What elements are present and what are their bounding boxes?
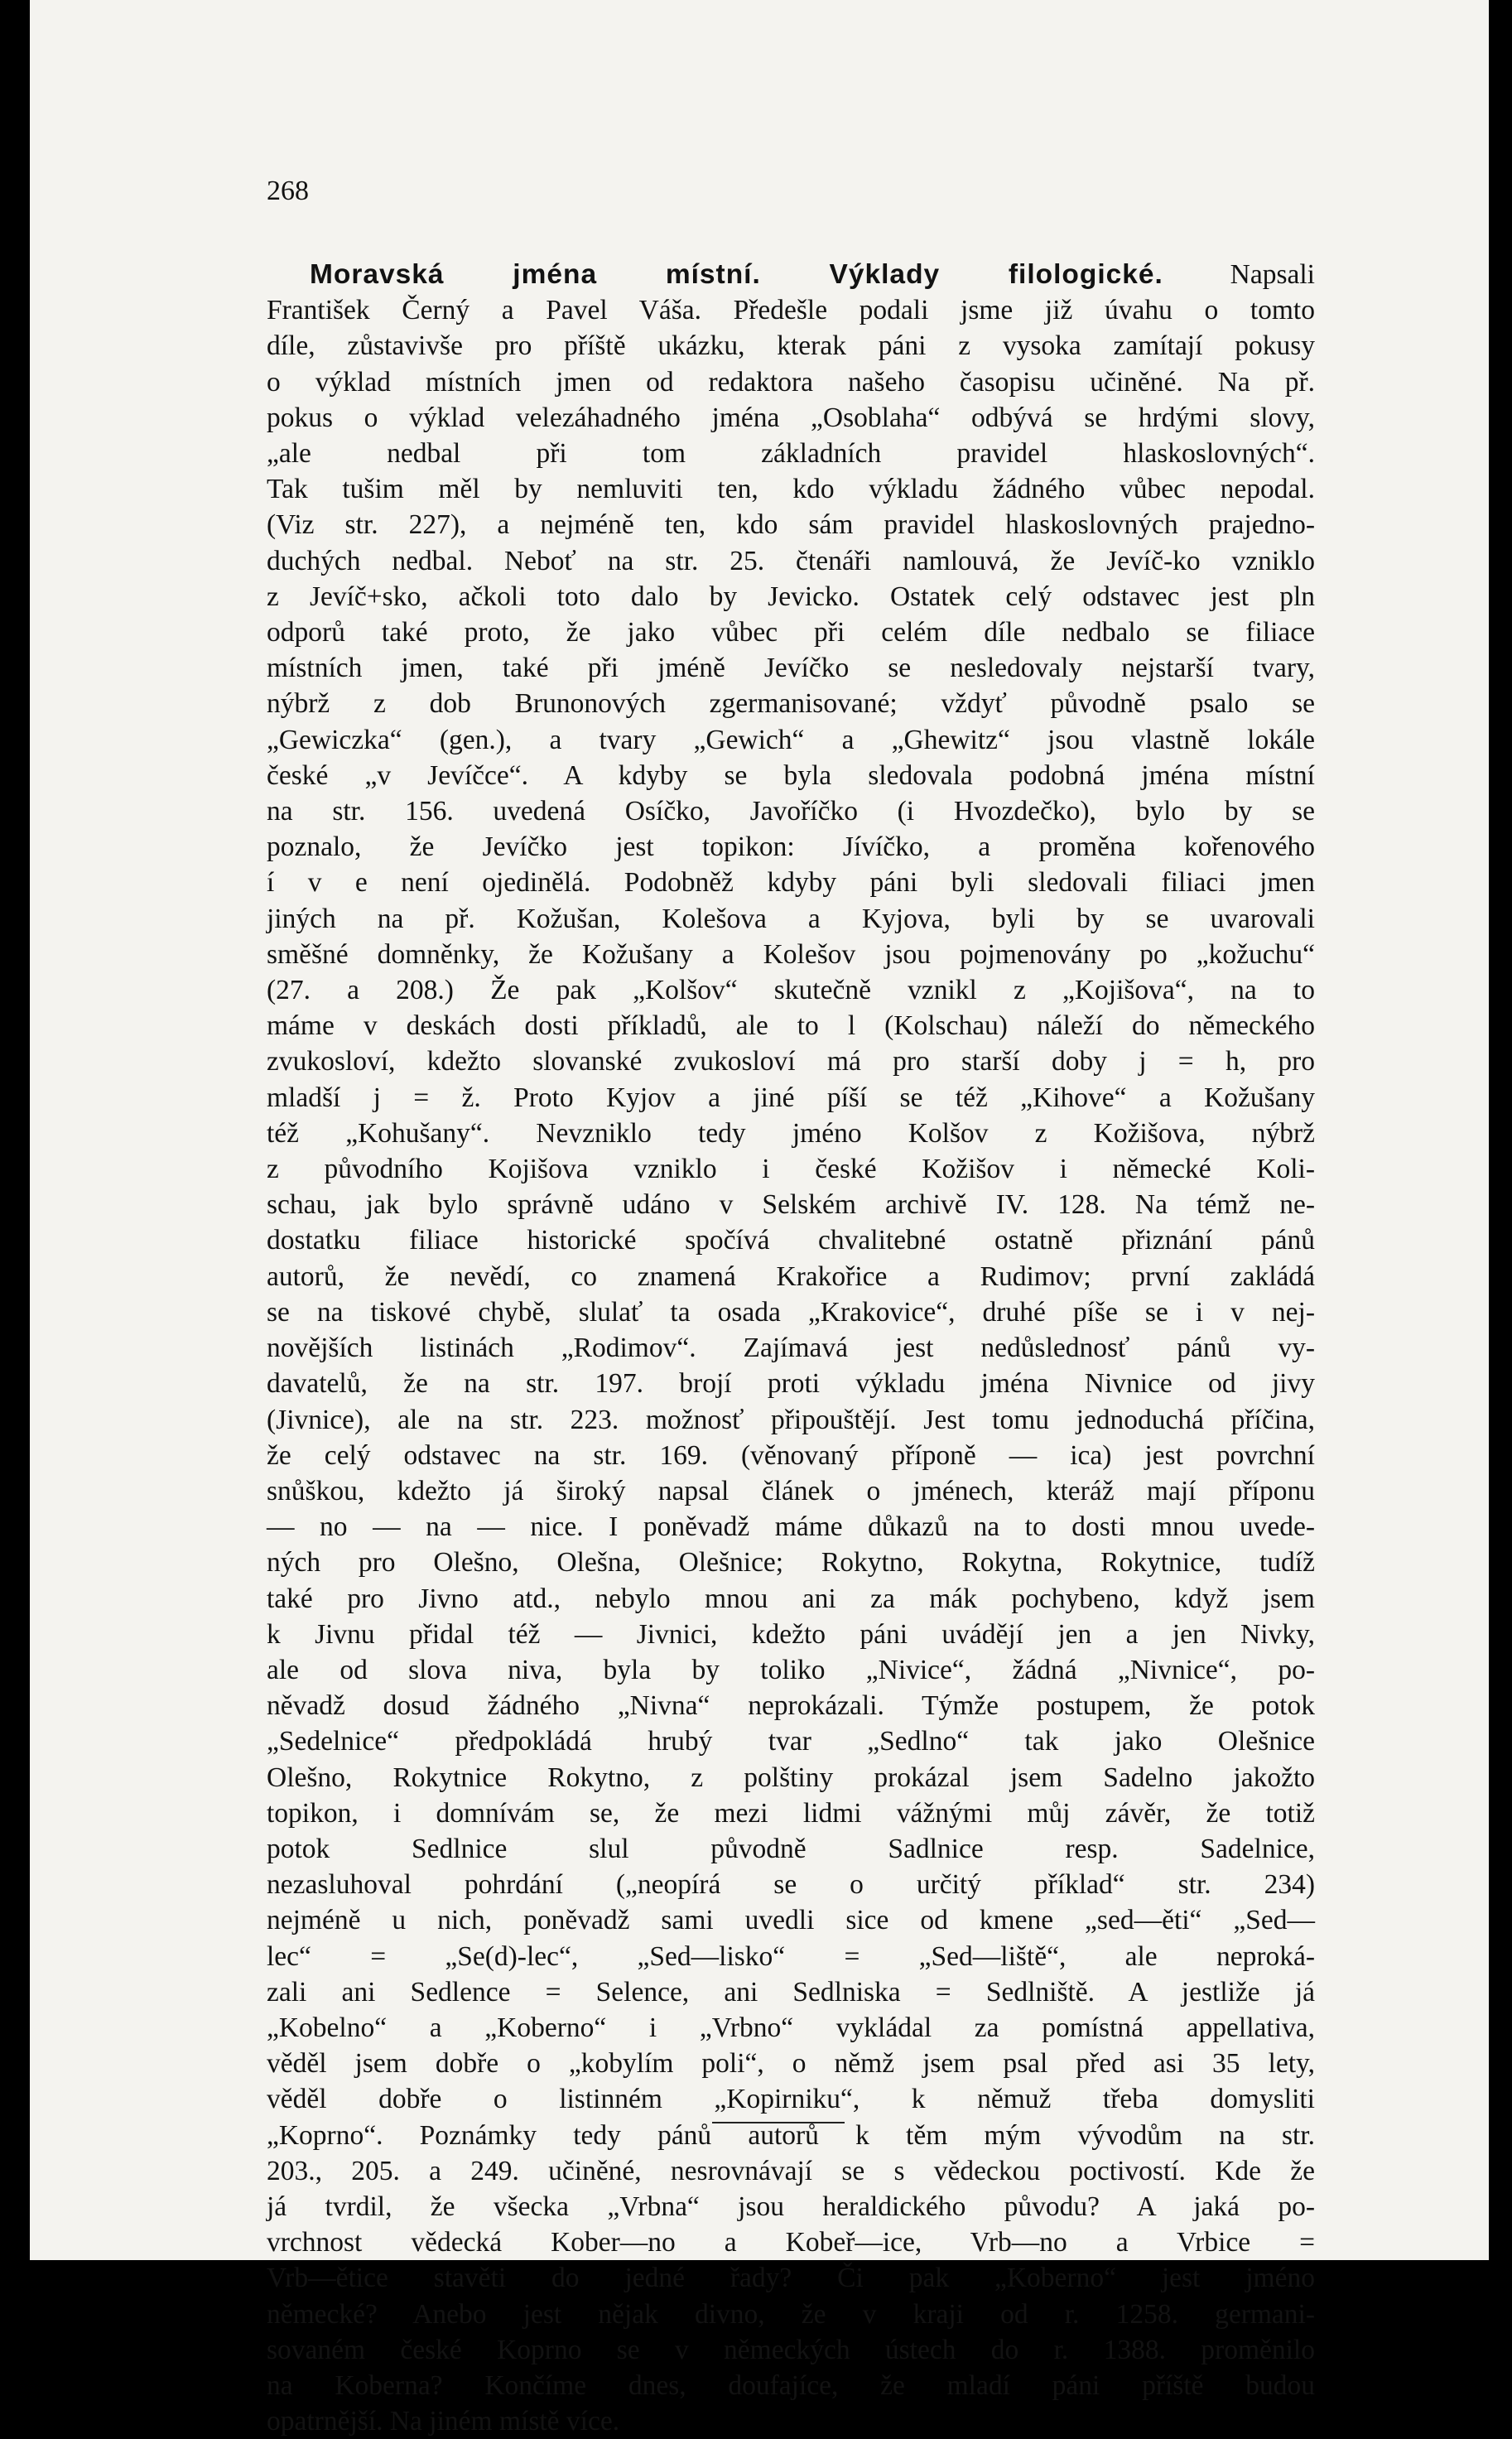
article-heading: Moravská jména místní. Výklady filologické. bbox=[310, 259, 1163, 290]
text-line: Olešno, Rokytnice Rokytno, z polštiny prokázal jsem Sadelno jakožto bbox=[267, 1762, 1315, 1793]
text-line: vrchnost vědecká Kober—no a Kobeř—ice, Vrb—no a Vrbice = bbox=[267, 2227, 1315, 2258]
text-line: ných pro Olešno, Olešna, Olešnice; Rokytno, Rokytna, Rokytnice, tudíž bbox=[267, 1547, 1315, 1579]
text-line: věděl jsem dobře o „kobylím poli“, o němž jsem psal před asi 35 lety, bbox=[267, 2048, 1315, 2080]
text-line: dostatku filiace historické spočívá chvalitebné ostatně přiznání pánů bbox=[267, 1225, 1315, 1256]
text-line: — no — na — nice. I poněvadž máme důkazů na to dosti mnou uvede- bbox=[267, 1511, 1315, 1543]
text-line: pokus o výklad velezáhadného jména „Osoblaha“ odbývá se hrdými slovy, bbox=[267, 402, 1315, 433]
text-line: směšné domněnky, že Kožušany a Kolešov jsou pojmenovány po „kožuchu“ bbox=[267, 938, 1315, 970]
text-line: též „Kohušany“. Nevzniklo tedy jméno Kolšov z Kožišova, nýbrž bbox=[267, 1117, 1315, 1149]
text-line: „Gewiczka“ (gen.), a tvary „Gewich“ a „Ghewitz“ jsou vlastně lokále bbox=[267, 724, 1315, 755]
text-line: německé? Anebo jest nějak divno, že v kraji od r. 1258. germani- bbox=[267, 2298, 1315, 2330]
text-line: (Jivnice), ale na str. 223. možnosť připouštějí. Jest tomu jednoduchá příčina, bbox=[267, 1404, 1315, 1435]
text-line: nezasluhoval pohrdání („neopírá se o určitý příklad“ str. 234) bbox=[267, 1869, 1315, 1901]
text-line: (27. a 208.) Že pak „Kolšov“ skutečně vznikl z „Kojišova“, na to bbox=[267, 975, 1315, 1006]
text-line: odporů také proto, že jako vůbec při celém díle nedbalo se filiace bbox=[267, 617, 1315, 648]
text-line: o výklad místních jmen od redaktora našeho časopisu učiněné. Na př. bbox=[267, 366, 1315, 398]
text-line: 203., 205. a 249. učiněné, nesrovnávají se s vědeckou poctivostí. Kde že bbox=[267, 2155, 1315, 2186]
text-line: duchých nedbal. Neboť na str. 25. čtenáři namlouvá, že Jevíč-ko vzniklo bbox=[267, 545, 1315, 576]
text-line: nýbrž z dob Brunonových zgermanisované; vždyť původně psalo se bbox=[267, 688, 1315, 720]
text-line: na str. 156. uvedená Osíčko, Javoříčko (i Hvozdečko), bylo by se bbox=[267, 796, 1315, 827]
text-line: opatrnější. Na jiném místě více. bbox=[267, 2406, 620, 2437]
text-line: sovaném české Koprno se v německých ústech do r. 1388. proměnilo bbox=[267, 2334, 1315, 2365]
text-line: novějších listinách „Rodimov“. Zajímavá jest nedůslednosť pánů vy- bbox=[267, 1333, 1315, 1364]
page-sheet bbox=[30, 0, 1489, 2437]
article-first-line bbox=[267, 257, 1315, 292]
text-line: já tvrdil, že všecka „Vrbna“ jsou heraldického původu? A jaká po- bbox=[267, 2191, 1315, 2222]
text-line: že celý odstavec na str. 169. (věnovaný příponě — ica) jest povrchní bbox=[267, 1439, 1315, 1471]
text-line: schau, jak bylo správně udáno v Selském archivě IV. 128. Na témž ne- bbox=[267, 1189, 1315, 1221]
text-line: potok Sedlnice slul původně Sadlnice resp. Sadelnice, bbox=[267, 1833, 1315, 1864]
text-line: věděl dobře o listinném „Kopirniku“, k němuž třeba domysliti bbox=[267, 2084, 1315, 2115]
text-line: zvukosloví, kdežto slovanské zvukosloví má pro starší doby j = h, pro bbox=[267, 1046, 1315, 1077]
text-line: k Jivnu přidal též — Jivnici, kdežto páni uvádějí jen a jen Nivky, bbox=[267, 1618, 1315, 1650]
text-line: nejméně u nich, poněvadž sami uvedli sice od kmene „sed—ěti“ „Sed— bbox=[267, 1905, 1315, 1936]
text-line: na Koberna? Končíme dnes, doufajíce, že mladí páni příště budou bbox=[267, 2369, 1315, 2401]
text-line: také pro Jivno atd., nebylo mnou ani za mák pochybeno, když jsem bbox=[267, 1583, 1315, 1614]
text-line: jiných na př. Kožušan, Kolešova a Kyjova, byli by se uvarovali bbox=[267, 903, 1315, 934]
text-line: davatelů, že na str. 197. brojí proti výkladu jména Nivnice od jivy bbox=[267, 1368, 1315, 1400]
text-line: lec“ = „Se(d)-lec“, „Sed—lisko“ = „Sed—liště“, ale neproká- bbox=[267, 1940, 1315, 1972]
text-line: „Koprno“. Poznámky tedy pánů autorů k těm mým vývodům na str. bbox=[267, 2119, 1315, 2151]
text-line: české „v Jevíčce“. A kdyby se byla sledovala podobná jména místní bbox=[267, 759, 1315, 791]
text-line: „Kobelno“ a „Koberno“ i „Vrbno“ vykládal za pomístná appellativa, bbox=[267, 2012, 1315, 2043]
end-rule bbox=[712, 2122, 845, 2123]
page-number: 268 bbox=[267, 176, 309, 206]
text-line: „ale nedbal při tom základních pravidel hlaskoslovných“. bbox=[267, 438, 1315, 470]
text-line: (Viz str. 227), a nejméně ten, kdo sám pravidel hlaskoslovných prajedno- bbox=[267, 509, 1315, 541]
text-line: mladší j = ž. Proto Kyjov a jiné píší se též „Kihove“ a Kožušany bbox=[267, 1082, 1315, 1113]
text-line: autorů, že nevědí, co znamená Krakořice a Rudimov; první zakládá bbox=[267, 1260, 1315, 1292]
text-line: zali ani Sedlence = Selence, ani Sedlniska = Sedlniště. A jestliže já bbox=[267, 1976, 1315, 2008]
text-line: z původního Kojišova vzniklo i české Kožišov i německé Koli- bbox=[267, 1154, 1315, 1185]
text-line: Napsali bbox=[1163, 259, 1315, 290]
text-line: díle, zůstavivše pro příště ukázku, kterak páni z vysoka zamítají pokusy bbox=[267, 330, 1315, 362]
text-line: František Černý a Pavel Váša. Předešle podali jsme již úvahu o tomto bbox=[267, 295, 1315, 326]
text-line: „Sedelnice“ předpokládá hrubý tvar „Sedlno“ tak jako Olešnice bbox=[267, 1726, 1315, 1757]
text-line: Tak tušim měl by nemluviti ten, kdo výkladu žádného vůbec nepodal. bbox=[267, 474, 1315, 505]
text-line: topikon, i domnívám se, že mezi lidmi vážnými můj závěr, že totiž bbox=[267, 1797, 1315, 1829]
text-line: poznalo, že Jevíčko jest topikon: Jívíčko, a proměna kořenového bbox=[267, 831, 1315, 863]
text-line: Vrb—ětice stavěti do jedné řady? Či pak „Koberno“ jest jméno bbox=[267, 2263, 1315, 2294]
text-line: í v e není ojedinělá. Podobněž kdyby páni byli sledovali filiaci jmen bbox=[267, 867, 1315, 899]
text-line: místních jmen, také při jméně Jevíčko se nesledovaly nejstarší tvary, bbox=[267, 653, 1315, 684]
text-line: se na tiskové chybě, slulať ta osada „Krakovice“, druhé píše se i v nej- bbox=[267, 1296, 1315, 1328]
text-line: máme v deskách dosti příkladů, ale to l (Kolschau) náleží do německého bbox=[267, 1010, 1315, 1042]
text-line: ale od slova niva, byla by toliko „Nivice“, žádná „Nivnice“, po- bbox=[267, 1654, 1315, 1685]
article-body bbox=[267, 257, 1315, 2439]
text-line: z Jevíč+sko, ačkoli toto dalo by Jevicko. Ostatek celý odstavec jest pln bbox=[267, 581, 1315, 612]
text-line: něvadž dosud žádného „Nivna“ neprokázali. Týmže postupem, že potok bbox=[267, 1690, 1315, 1722]
text-line: snůškou, kdežto já široký napsal článek o jménech, kteráž mají příponu bbox=[267, 1475, 1315, 1506]
